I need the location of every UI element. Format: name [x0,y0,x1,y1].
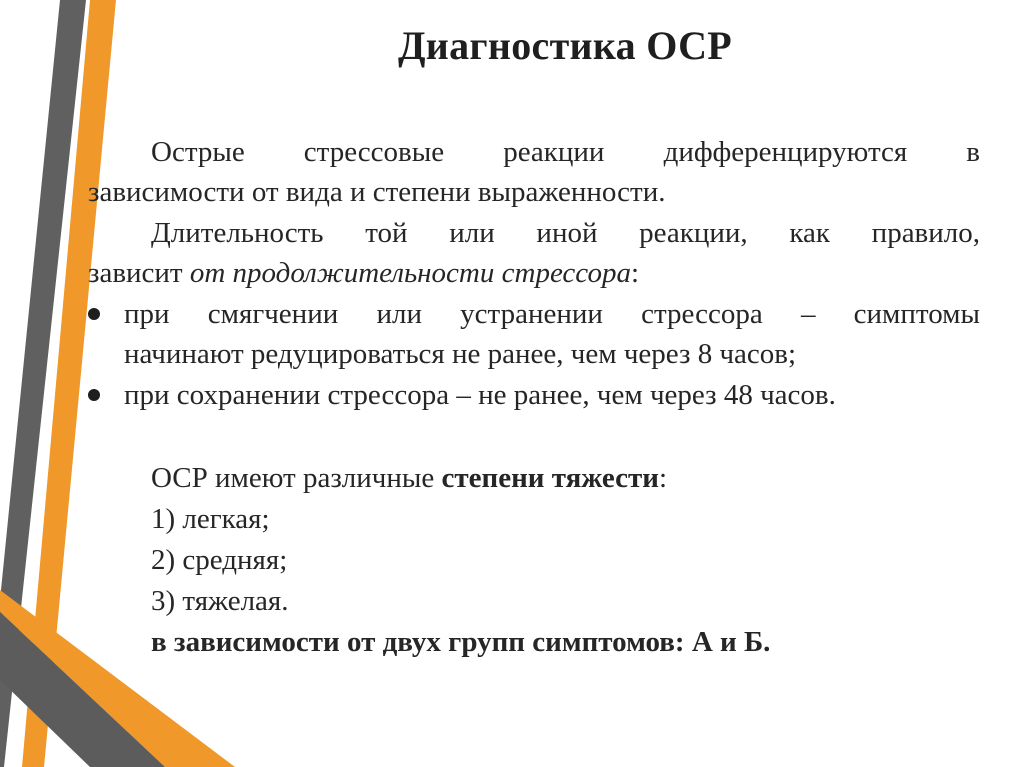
paragraph-2-line-2 [88,253,980,293]
degree-1: 1) легкая; [151,503,270,535]
degree-3: 3) тяжелая. [151,585,289,617]
degree-2: 2) средняя; [151,544,288,576]
severity-intro [151,458,667,498]
paragraph-2-line-1: Длительность той или иной реакции, как правило, [151,217,980,249]
bullet-dot-icon [88,389,100,401]
bullet-item-2 [86,375,980,415]
slide-title: Диагностика ОСР [397,23,733,68]
bullet-1-line-1: при смягчении или устранении стрессора – симптомы [124,298,980,330]
bullet-1-line-2: начинают редуцироваться не ранее, чем через 8 часов; [124,338,797,370]
paragraph-1-line-1: Острые стрессовые реакции дифференцируются в [151,136,980,168]
paragraph-1-line-2: зависимости от вида и степени выраженности. [88,176,666,208]
bullet-dot-icon [88,308,100,320]
closing-statement: в зависимости от двух групп симптомов: А и Б. [151,626,771,658]
severity-bold: степени тяжести [441,462,659,494]
p2-suffix: : [630,257,640,289]
severity-suffix: : [659,462,668,494]
p2-italic: от продолжительности стрессора [189,257,631,289]
bullet-2-line-1: при сохранении стрессора – не ранее, чем через 48 часов. [124,379,836,411]
p2-prefix: зависит [88,257,190,289]
bullet-item-1 [86,294,980,374]
severity-intro-text: ОСР имеют различные [151,462,442,494]
